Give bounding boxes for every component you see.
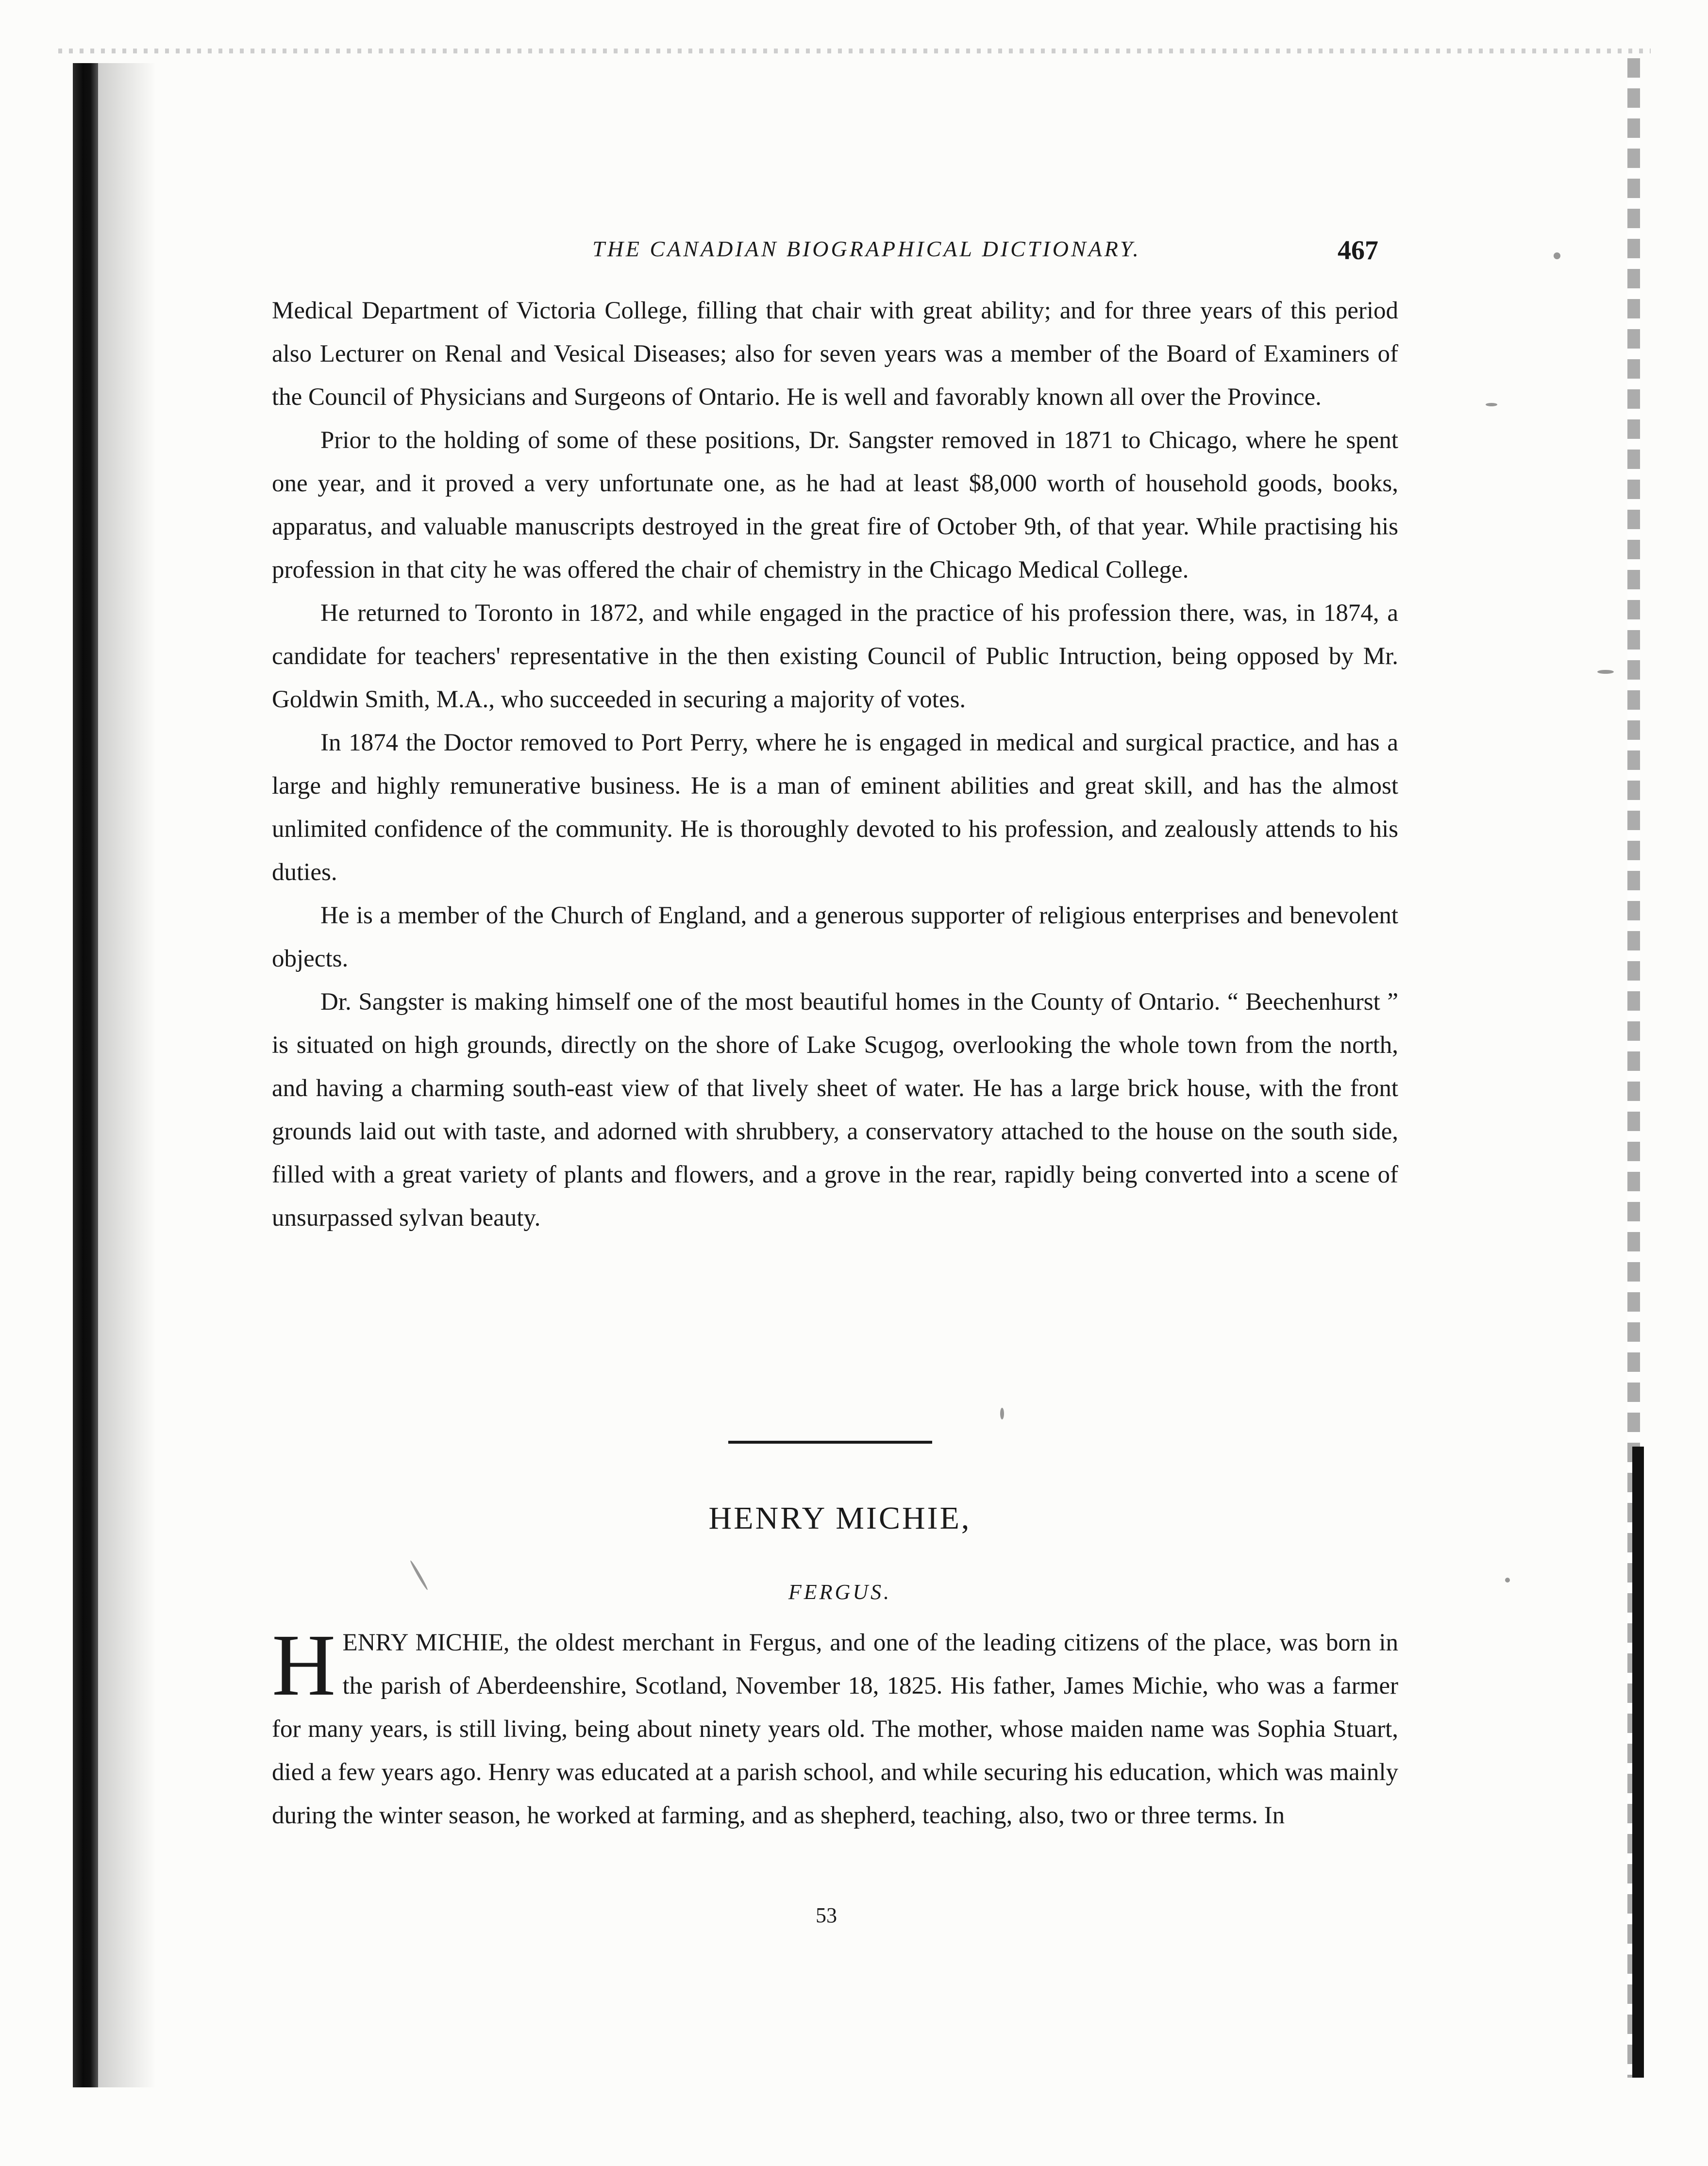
page-right-edge-dark	[1632, 1447, 1644, 2078]
sangster-biography-continuation	[272, 289, 1398, 1240]
article-location: FERGUS.	[788, 1580, 892, 1604]
binding-shadow	[73, 63, 98, 2087]
signature-mark: 53	[816, 1903, 837, 1927]
print-speck	[1554, 252, 1560, 259]
paragraph: He is a member of the Church of England, and a generous supporter of religious enterprises and benevolent objects.	[272, 902, 1398, 972]
michie-biography	[272, 1616, 1398, 1837]
running-title: THE CANADIAN BIOGRAPHICAL DICTIONARY.	[592, 236, 1141, 261]
print-speck	[1486, 403, 1497, 406]
print-speck	[1000, 1408, 1004, 1419]
drop-cap: H	[272, 1616, 336, 1714]
paragraph: Medical Department of Victoria College, filling that chair with great ability; and for three years of this period also Lecturer on Renal and Vesical Diseases; also for seven years was a member of the Board of Examiners of the Council of Physicians and Surgeons of Ontario. He is well and favorably known all over the Province.	[272, 297, 1398, 411]
paragraph: Dr. Sangster is making himself one of the most beautiful homes in the County of Ontario. “ Beechenhurst ” is situated on high grounds, directly on the shore of Lake Scugog, overlooking the whole town from the north, and having a charming south-east view of that lively sheet of water. He has a large brick house, with the front grounds laid out with taste, and adorned with shrubbery, a conservatory attached to the house on the south side, filled with a great variety of plants and flowers, and a grove in the rear, rapidly being converted into a scene of unsurpassed sylvan beauty.	[272, 988, 1398, 1232]
print-speck	[409, 1560, 429, 1591]
print-speck	[1597, 670, 1614, 674]
page-number: 467	[1338, 235, 1378, 266]
opening-text: ENRY MICHIE, the oldest merchant in Fergus, and one of the leading citizens of the place, was born in the parish of Aberdeenshire, Scotland, November 18, 1825. His father, James Michie, who was a farmer for many years, is still living, being about ninety years old. The mother, whose maiden name was Sophia Stuart, died a few years ago. Henry was educated at a parish school, and while securing his education, which was mainly during the winter season, he worked at farming, and as shepherd, teaching, also, two or three terms. In	[272, 1629, 1398, 1829]
paragraph: In 1874 the Doctor removed to Port Perry, where he is engaged in medical and surgical practice, and has a large and highly remunerative business. He is a man of eminent abilities and great skill, and has the almost unlimited confidence of the community. He is thoroughly devoted to his profession, and zealously attends to his duties.	[272, 729, 1398, 886]
paragraph	[272, 1616, 1398, 1837]
section-divider	[728, 1441, 932, 1444]
paragraph: He returned to Toronto in 1872, and while engaged in the practice of his profession there, was, in 1874, a candidate for teachers' representative in the then existing Council of Public Intruction, being opposed by Mr. Goldwin Smith, M.A., who succeeded in securing a majority of votes.	[272, 600, 1398, 713]
print-speck	[1505, 1578, 1510, 1583]
paragraph: Prior to the holding of some of these positions, Dr. Sangster removed in 1871 to Chicago, where he spent one year, and it proved a very unfortunate one, as he had at least $8,000 worth of household goods, books, apparatus, and valuable manuscripts destroyed in the great fire of October 9th, of that year. While practising his profession in that city he was offered the chair of chemistry in the Chicago Medical College.	[272, 427, 1398, 583]
article-title: HENRY MICHIE,	[708, 1500, 971, 1536]
binding-shadow-halo	[98, 63, 156, 2087]
page-top-edge	[58, 49, 1651, 53]
